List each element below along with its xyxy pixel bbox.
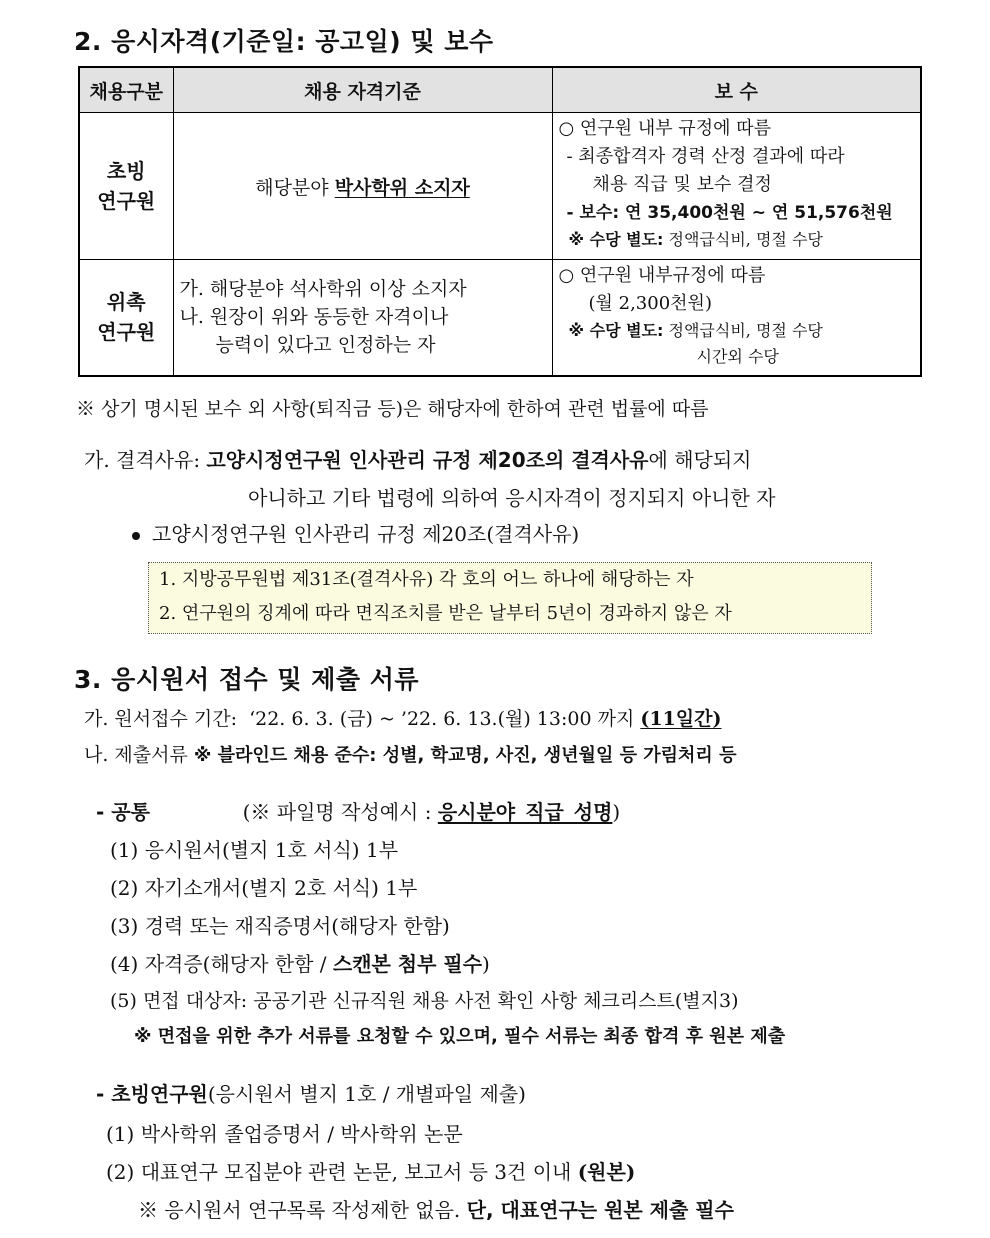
list-item: (1) 응시원서(별지 1호 서식) 1부 [110, 838, 399, 862]
disqualification-item: 2. 연구원의 징계에 따라 면직조치를 받은 날부터 5년이 경과하지 않은 자 [159, 603, 732, 624]
disqualification-emph: 고양시정연구원 인사관리 규정 제20조의 결격사유 [206, 448, 649, 472]
pay-note: ※ 상기 명시된 보수 외 사항(퇴직금 등)은 해당자에 한하여 관련 법률에 따름 [76, 398, 709, 420]
table-row-invited [79, 113, 921, 260]
disqualification-box [148, 562, 872, 634]
bullet-icon [132, 532, 140, 540]
invited-docs-label-line: - 초빙연구원(응시원서 별지 1호 / 개별파일 제출) [96, 1082, 526, 1106]
header-pay: 보 수 [552, 67, 921, 113]
application-period: 가. 원서접수 기간: ‘22. 6. 3. (금) ~ ’22. 6. 13.(월) 13:00 까지 (11일간) [84, 708, 722, 730]
common-footnote: ※ 면접을 위한 추가 서류를 요청할 수 있으며, 필수 서류는 최종 합격 후 원본 제출 [134, 1026, 786, 1047]
period-days: (11일간) [640, 708, 722, 730]
row1-salary: - 보수: 연 35,400천원 ~ 연 51,576천원 [566, 203, 893, 223]
section3-heading: 3. 응시원서 접수 및 제출 서류 [74, 665, 420, 694]
list-item: (5) 면접 대상자: 공공기관 신규직원 채용 사전 확인 사항 체크리스트(별지3) [110, 990, 739, 1012]
disqualification-item: 1. 지방공무원법 제31조(결격사유) 각 호의 어느 하나에 해당하는 자 [159, 569, 694, 590]
qualification-table [78, 66, 922, 377]
table-row-commissioned [79, 260, 921, 376]
common-docs-label-line: - 공통 (※ 파일명 작성예시 : 응시분야_직급_성명) [96, 800, 621, 824]
disqualification-bullet: 고양시정연구원 인사관리 규정 제20조(결격사유) [132, 518, 579, 547]
section2-heading: 2. 응시자격(기준일: 공고일) 및 보수 [74, 27, 494, 56]
disqualification-line1: 가. 결격사유: 고양시정연구원 인사관리 규정 제20조의 결격사유에 해당되지 [84, 448, 752, 472]
invited-note: ※ 응시원서 연구목록 작성제한 없음. 단, 대표연구는 원본 제출 필수 [138, 1198, 734, 1222]
blind-hiring-note: ※ 블라인드 채용 준수: 성별, 학교명, 사진, 생년월일 등 가림처리 등 [193, 745, 737, 766]
row2-pay: ○ 연구원 내부규정에 따름 (월 2,300천원) ※ 수당 별도: 정액급식비, 명절 수당 시간외 수당 [552, 260, 921, 376]
row1-criteria-emph: 박사학위 소지자 [334, 176, 470, 199]
list-item: (2) 자기소개서(별지 2호 서식) 1부 [110, 876, 418, 900]
row1-criteria: 해당분야 박사학위 소지자 [173, 113, 552, 260]
header-criteria: 채용 자격기준 [173, 67, 552, 113]
filename-example: 응시분야_직급_성명 [437, 800, 613, 824]
row2-criteria: 가. 해당분야 석사학위 이상 소지자 나. 원장이 위와 동등한 자격이나 능력이 있다고 인정하는 자 [173, 260, 552, 376]
disqualification-line2: 아니하고 기타 법령에 의하여 응시자격이 정지되지 아니한 자 [248, 486, 776, 510]
header-type: 채용구분 [79, 67, 173, 113]
required-documents: 나. 제출서류 ※ 블라인드 채용 준수: 성별, 학교명, 사진, 생년월일 등 가림처리 등 [84, 744, 737, 766]
row1-pay: ○ 연구원 내부 규정에 따름 - 최종합격자 경력 산정 결과에 따라 채용 직급 및 보수 결정 - 보수: 연 35,400천원 ~ 연 51,576천원 ※ 수당 별도: 정액급식비, 명절 수당 [552, 113, 921, 260]
list-item: (2) 대표연구 모집분야 관련 논문, 보고서 등 3건 이내 (원본) [106, 1160, 636, 1184]
list-item: (3) 경력 또는 재직증명서(해당자 한함) [110, 914, 450, 938]
row2-type: 위촉 연구원 [79, 260, 173, 376]
row1-type: 초빙 연구원 [79, 113, 173, 260]
list-item: (1) 박사학위 졸업증명서 / 박사학위 논문 [106, 1122, 463, 1146]
table-header-row [79, 67, 921, 113]
list-item: (4) 자격증(해당자 한함 / 스캔본 첨부 필수) [110, 952, 490, 976]
